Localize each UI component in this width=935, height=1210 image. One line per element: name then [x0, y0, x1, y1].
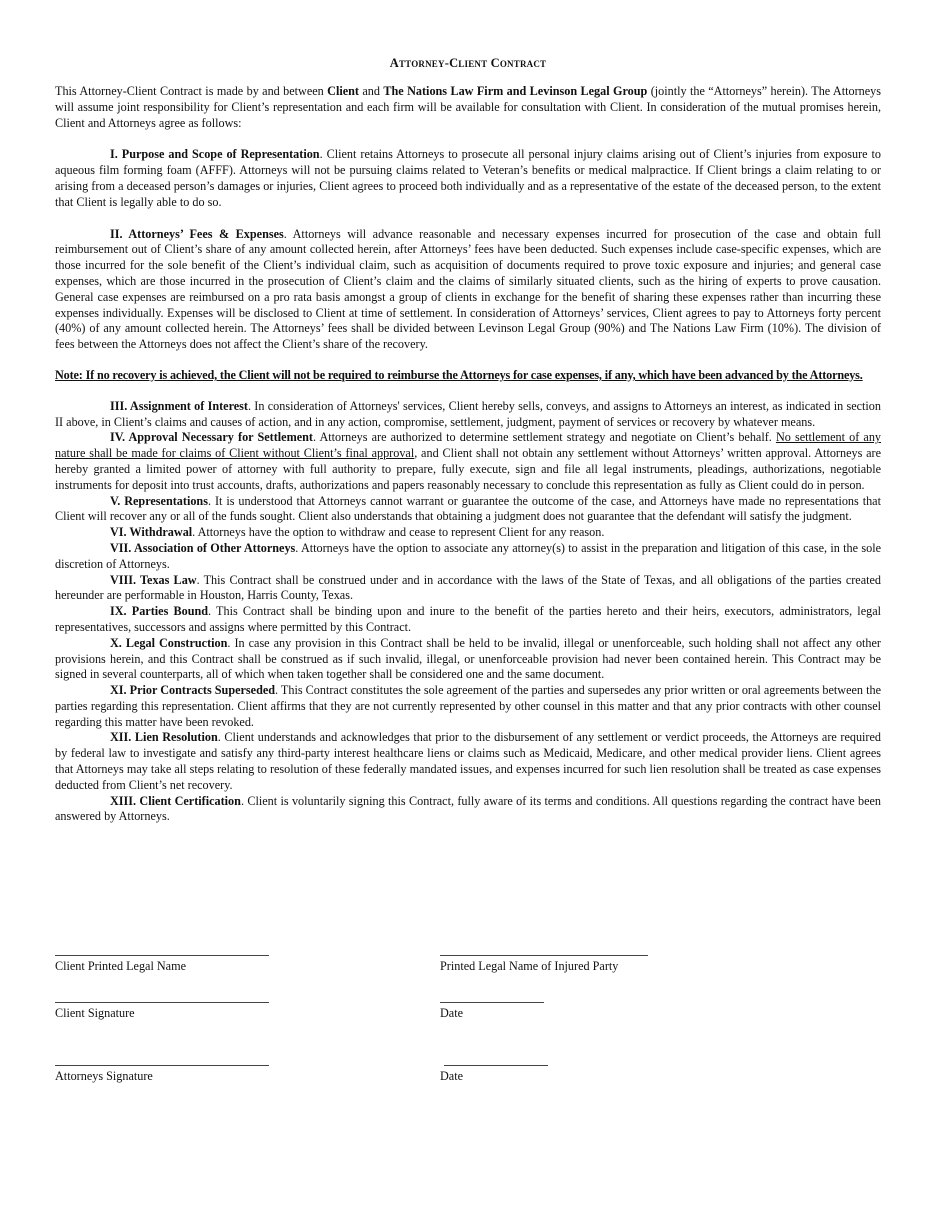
attorneys-signature-field[interactable]	[55, 1065, 269, 1084]
section-3: III. Assignment of Interest. In consideration of Attorneys' services, Client hereby sells, conveys, and assigns to Attorneys an interest, as indicated in section II above, in Client’s claims and causes of action, and in any action, compromise, settlement, judgment, payment of services or recovery by whatever means.	[55, 398, 881, 429]
client-printed-name-field[interactable]	[55, 955, 269, 974]
section-7-heading: VII. Association of Other Attorneys	[110, 540, 296, 555]
attorneys-date-field[interactable]	[440, 1065, 548, 1084]
section-12-heading: XII. Lien Resolution	[110, 730, 218, 745]
section-11-heading: XI. Prior Contracts Superseded	[110, 683, 276, 698]
section-2: II. Attorneys’ Fees & Expenses. Attorneys will advance reasonable and necessary expenses incurred for prosecution of the case and obtain full reimbursement out of Client’s share of any amount collected herein, after Attorneys’ fees have been deducted. Such expenses include case-specific expenses, which are those incurred for the sole benefit of the Client’s individual claim, such as acquisition of documents required to prove toxic exposure and injuries; and general case expenses, which are those incurred in the prosecution of Client’s claim and the claims of similarly situated clients, such as the hiring of experts to prove causation. General case expenses are reimbursed on a pro rata basis amongst a group of clients in exchange for the benefit of sharing these expenses rather than incurring these expenses individually. Expenses will be disclosed to Client at time of settlement. In consideration of Attorneys’ services, Client agrees to pay to Attorneys forty percent (40%) of any amount collected herein. The Attorneys’ fees shall be divided between Levinson Legal Group (90%) and The Nations Law Firm (10%). The division of fees between the Attorneys does not affect the Client’s share of the recovery.	[55, 226, 881, 352]
client-signature-label: Client Signature	[55, 1006, 135, 1020]
client-signature-field[interactable]	[55, 1002, 269, 1021]
section-10: X. Legal Construction. In case any provision in this Contract shall be held to be invalid, illegal or unenforceable, such holding shall not affect any other provisions herein, and this Contract shall be construed as if such invalid, illegal, or unenforceable provision had never been contained herein. This Contract may be signed in several counterparts, all of which when taken together shall be considered one and the same document.	[55, 635, 881, 682]
section-1: I. Purpose and Scope of Representation. Client retains Attorneys to prosecute all personal injury claims arising out of Client’s injuries from exposure to aqueous film forming foam (AFFF). Attorneys will not be pursuing claims related to Veteran’s benefits or medical malpractice. If Client brings a claim relating to or arising from a deceased person’s damages or injuries, Client agrees to proceed both individually and as a representative of the estate of the deceased person, to the extent that Client is legally able to do so.	[55, 147, 881, 209]
recovery-note: Note: If no recovery is achieved, the Client will not be required to reimburse the Attorneys for case expenses, if any, which have been advanced by the Attorneys.	[55, 367, 863, 382]
attorney-firms: The Nations Law Firm and Levinson Legal Group	[383, 84, 648, 98]
section-10-heading: X. Legal Construction	[110, 635, 228, 650]
injured-party-name-field[interactable]	[440, 955, 648, 974]
injured-party-name-label: Printed Legal Name of Injured Party	[440, 959, 619, 973]
attorneys-signature-label: Attorneys Signature	[55, 1069, 153, 1083]
client-party: Client	[327, 84, 359, 98]
attorneys-date-label: Date	[440, 1069, 464, 1083]
section-12: XII. Lien Resolution. Client understands and acknowledges that prior to the disbursement of any settlement or verdict proceeds, the Attorneys are required by federal law to investigate and satisfy any third-party interest healthcare liens or claims such as Medicaid, Medicare, and other medical provider liens. Client agrees that Attorneys may take all steps relating to resolution of these federally mandated issues, and expenses incurred for such lien resolution shall be treated as case expenses deducted from Client’s net recovery.	[55, 730, 881, 792]
section-2-heading: II. Attorneys’ Fees & Expenses	[110, 226, 284, 241]
section-13-heading: XIII. Client Certification	[110, 793, 241, 808]
intro-paragraph: This Attorney-Client Contract is made by and between Client and The Nations Law Firm and Levinson Legal Group (jointly the “Attorneys” herein). The Attorneys will assume joint responsibility for Client’s representation and each firm will be available for consultation with Client. In consideration of the mutual promises herein, Client and Attorneys agree as follows:	[55, 84, 881, 130]
section-4-heading: IV. Approval Necessary for Settlement	[110, 430, 313, 445]
contract-document	[55, 56, 881, 825]
section-8: VIII. Texas Law. This Contract shall be construed under and in accordance with the laws of the State of Texas, and all obligations of the parties created hereunder are performable in Houston, Harris County, Texas.	[55, 572, 881, 603]
settlement-approval-clause: No settlement of any nature shall be made for claims of Client without Client’s final approval	[55, 430, 882, 461]
section-5: V. Representations. It is understood that Attorneys cannot warrant or guarantee the outcome of the case, and Attorneys have made no representations that Client will recover any or all of the funds sought. Client also understands that obtaining a judgment does not guarantee that the defendant will satisfy the judgment.	[55, 493, 881, 524]
section-4: IV. Approval Necessary for Settlement. Attorneys are authorized to determine settlement strategy and negotiate on Client’s behalf. No settlement of any nature shall be made for claims of Client without Client’s final approval, and Client shall not obtain any settlement without Attorneys’ written approval. Attorneys are hereby granted a limited power of attorney with full authority to prepare, fully execute, sign and file all legal instruments, pleadings, authorizations, negotiable instruments for deposit into trust accounts, drafts, authorizations and papers reasonably necessary to conclude this representation as fully as Client could do in person.	[55, 430, 882, 492]
section-8-heading: VIII. Texas Law	[110, 572, 197, 587]
client-date-field[interactable]	[440, 1002, 544, 1021]
section-5-heading: V. Representations	[110, 493, 208, 508]
section-13: XIII. Client Certification. Client is voluntarily signing this Contract, fully aware of its terms and conditions. All questions regarding the contract have been answered by Attorneys.	[55, 793, 881, 824]
section-7: VII. Association of Other Attorneys. Attorneys have the option to associate any attorney(s) to assist in the preparation and litigation of this case, in the sole discretion of Attorneys.	[55, 540, 881, 571]
document-title: Attorney-Client Contract	[389, 56, 547, 70]
client-printed-name-label: Client Printed Legal Name	[55, 959, 186, 973]
section-3-heading: III. Assignment of Interest	[110, 398, 248, 413]
section-9: IX. Parties Bound. This Contract shall be binding upon and inure to the benefit of the parties hereto and their heirs, executors, administrators, legal representatives, successors and assigns where permitted by this Contract.	[55, 604, 881, 634]
section-6-heading: VI. Withdrawal	[110, 525, 193, 540]
client-date-label: Date	[440, 1006, 464, 1020]
section-6: VI. Withdrawal. Attorneys have the option to withdraw and cease to represent Client for any reason.	[110, 525, 605, 540]
section-11: XI. Prior Contracts Superseded. This Contract constitutes the sole agreement of the parties and supersedes any prior written or oral agreements between the parties regarding this representation. Client affirms that they are not currently represented by other counsel in this matter and that any prior contracts with other counsel regarding this matter have been revoked.	[55, 683, 881, 729]
section-1-heading: I. Purpose and Scope of Representation	[110, 147, 320, 162]
section-9-heading: IX. Parties Bound	[110, 604, 209, 619]
